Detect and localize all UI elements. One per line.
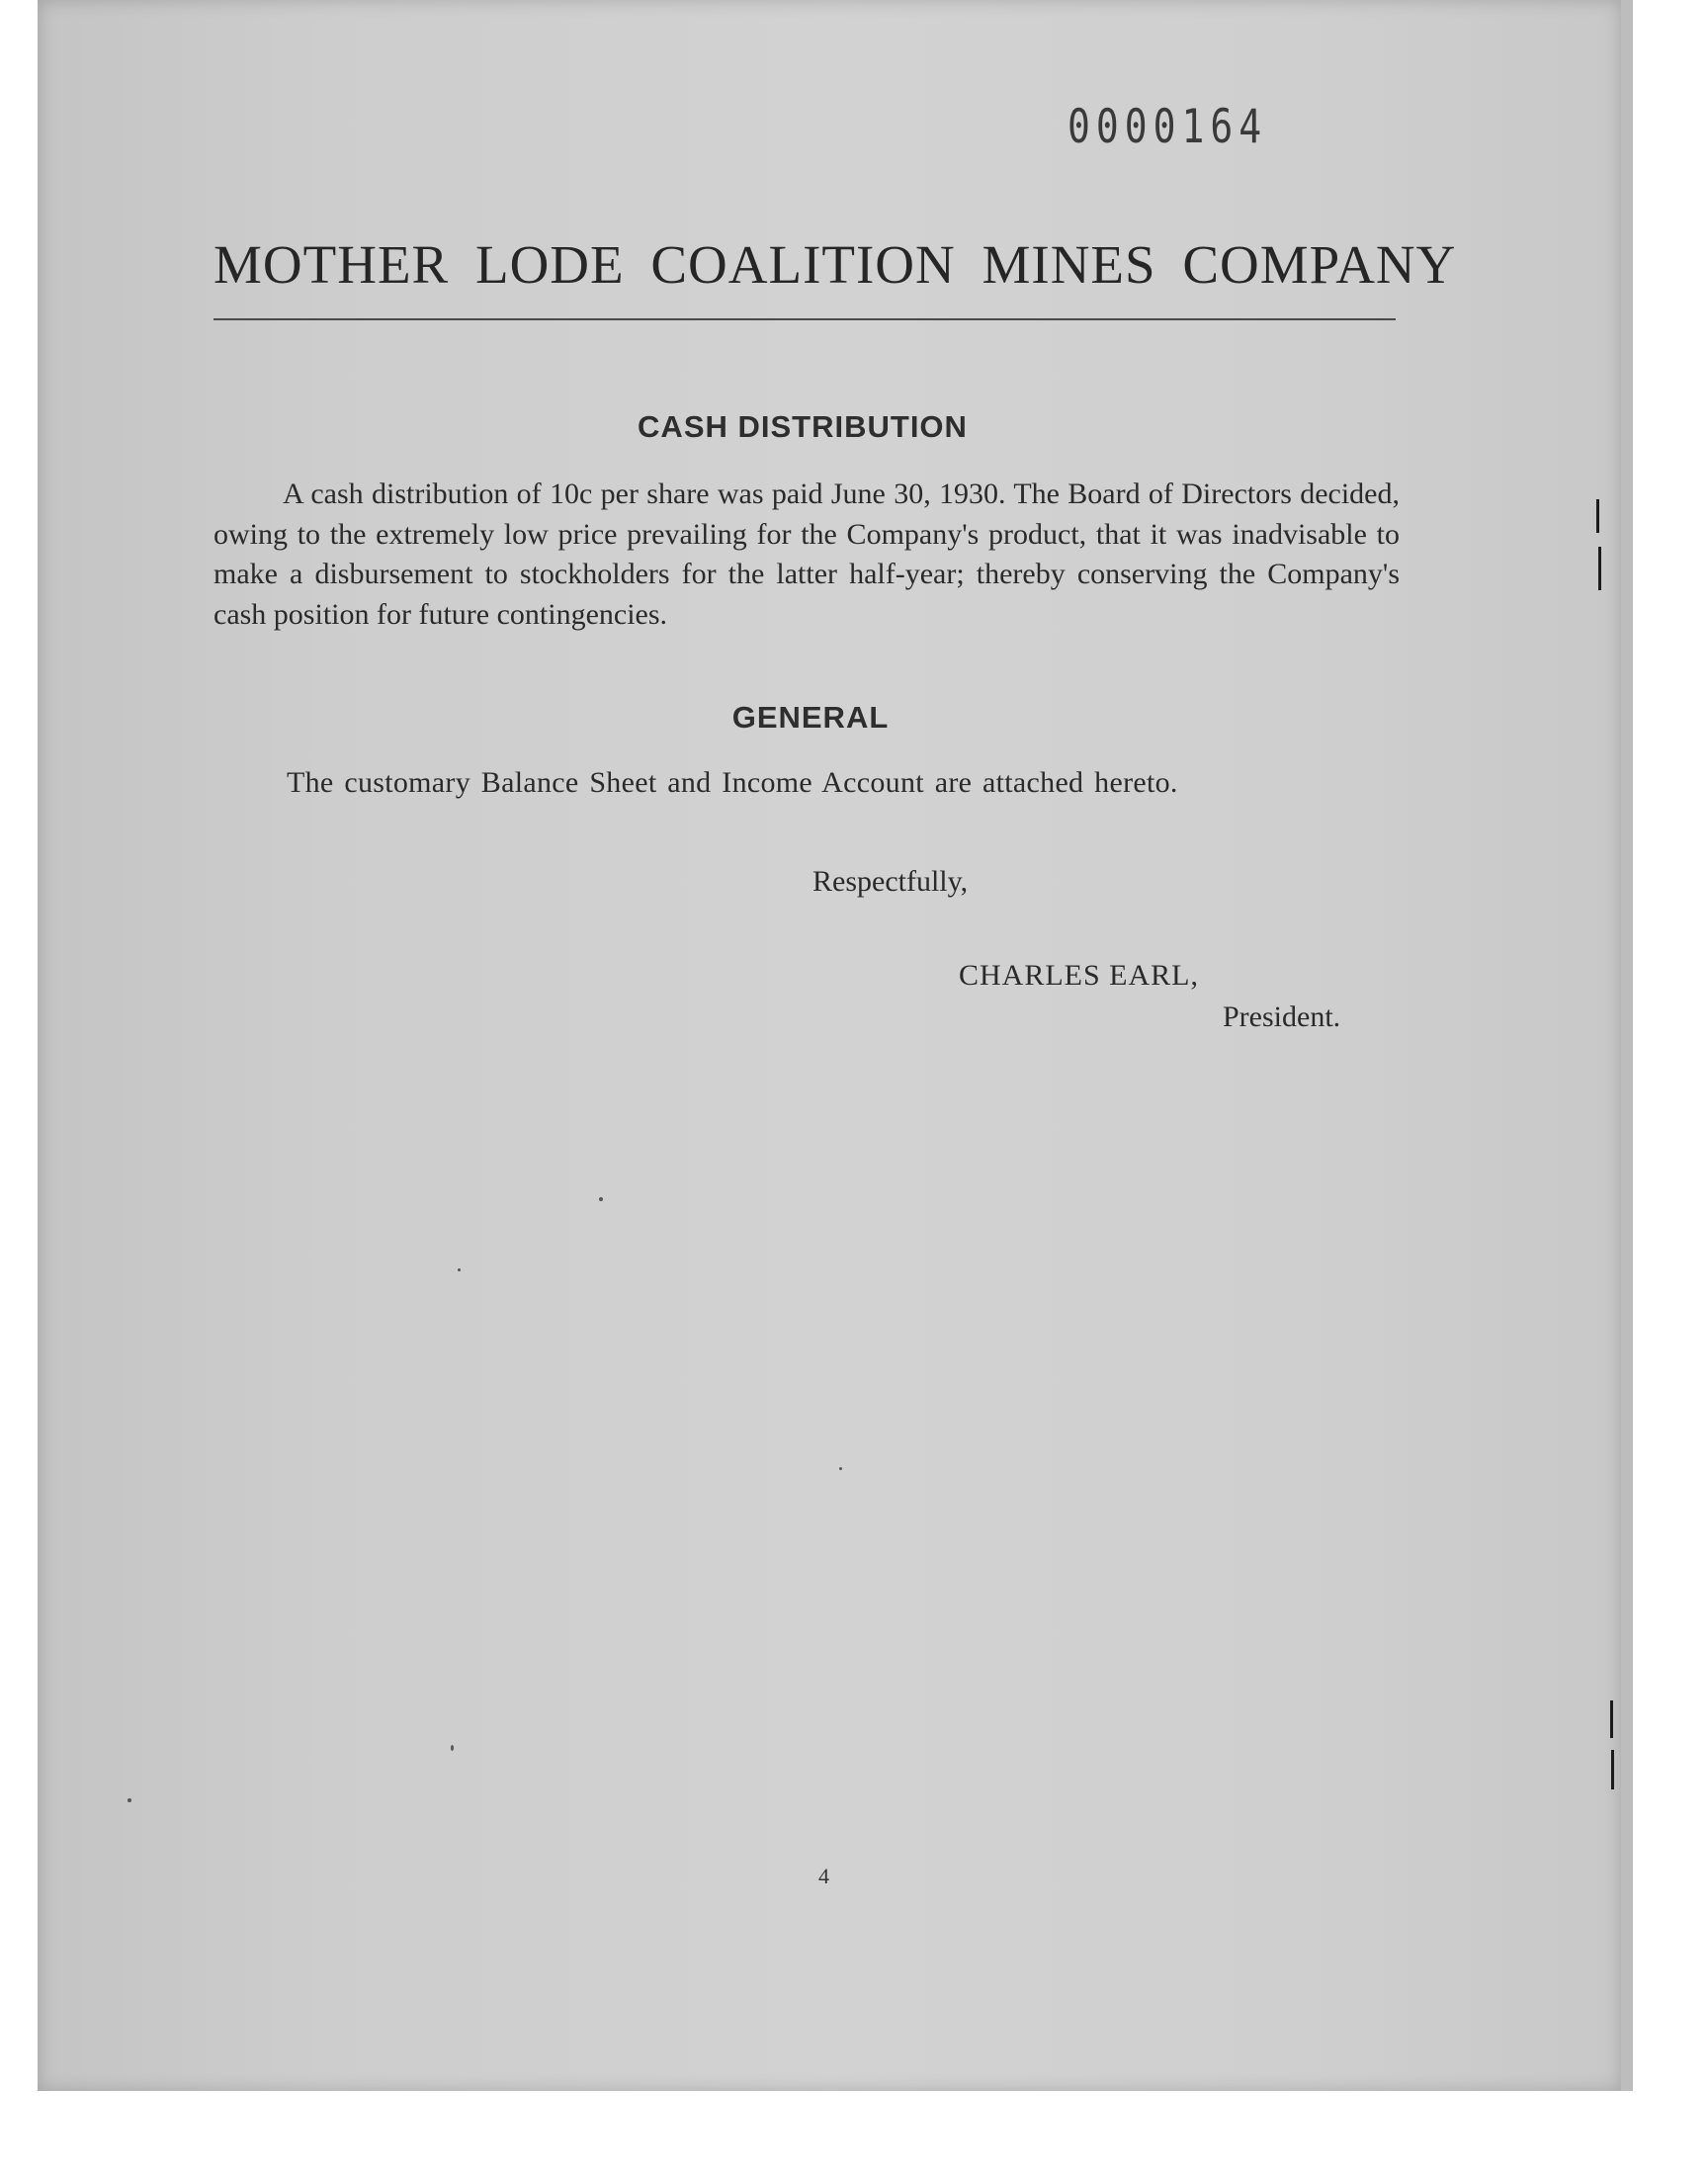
scan-speck xyxy=(599,1197,603,1201)
heading-rule xyxy=(214,318,1396,320)
binder-mark-bottom-1 xyxy=(1610,1700,1613,1738)
cash-distribution-paragraph: A cash distribution of 10c per share was paid June 30, 1930. The Board of Directors decided, owing to the extremely low price prevailing for the Company's product, that it was inadvisable to make a disbursement to stockholders for the latter half-year; thereby conserving the Company's cash position for future contingencies. xyxy=(214,478,1400,631)
signer-name: CHARLES EARL, xyxy=(959,959,1200,992)
binder-mark-top-1 xyxy=(1596,499,1599,533)
section-heading-general: GENERAL xyxy=(731,700,890,735)
binder-mark-bottom-2 xyxy=(1611,1750,1614,1789)
closing-salutation: Respectfully, xyxy=(812,865,969,898)
signer-title: President. xyxy=(1223,1000,1341,1033)
page-edge-shadow xyxy=(1621,0,1633,2091)
general-paragraph: The customary Balance Sheet and Income Account are attached hereto. xyxy=(287,766,1178,799)
section-heading-cash-distribution: CASH DISTRIBUTION xyxy=(638,409,968,444)
binder-mark-top-2 xyxy=(1598,547,1601,590)
scan-speck xyxy=(458,1268,461,1271)
scan-speck xyxy=(839,1467,842,1470)
scanned-page xyxy=(38,0,1621,2091)
page-number: 4 xyxy=(818,1864,829,1888)
scan-speck xyxy=(128,1798,131,1802)
scan-speck xyxy=(451,1745,454,1751)
company-name-heading: MOTHER LODE COALITION MINES COMPANY xyxy=(214,234,1457,295)
document-stamp-number: 0000164 xyxy=(1068,99,1268,153)
